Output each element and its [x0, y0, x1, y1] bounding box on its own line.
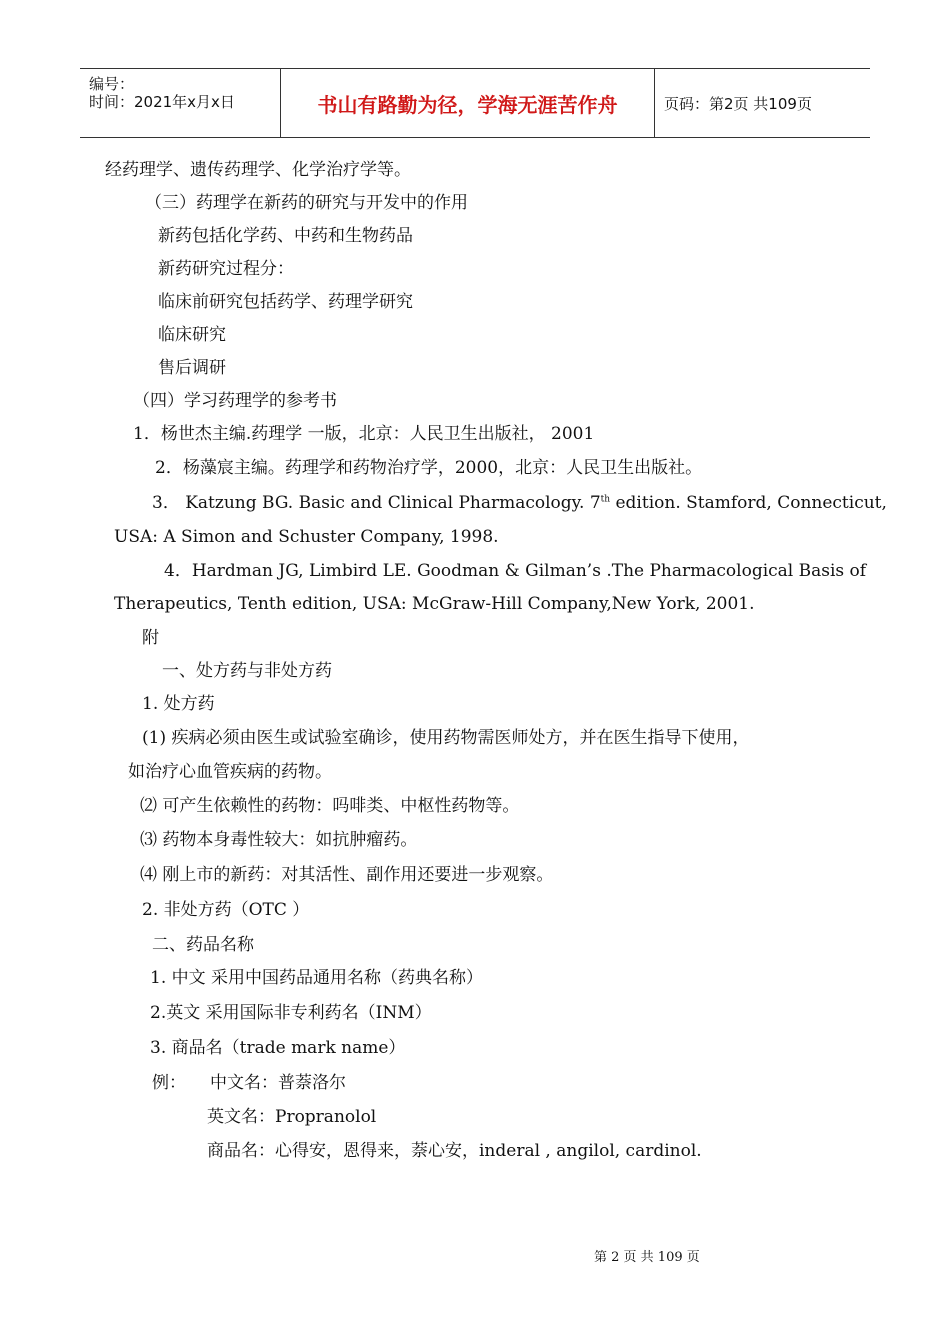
header-meta: [80, 69, 280, 137]
text-line: (1) 疾病必须由医生或试验室确诊，使用药物需医师处方，并在医生指导下使用，: [142, 728, 750, 748]
section-heading: 一、处方药与非处方药: [162, 661, 332, 681]
text-line: 售后调研: [158, 358, 226, 378]
time-label: 时间：2021年x月x日: [89, 93, 235, 111]
page-footer: 第 2 页 共 109 页: [594, 1250, 700, 1265]
section-heading: （四）学习药理学的参考书: [133, 391, 337, 411]
text-line: 临床研究: [158, 325, 226, 345]
text-line: 3. 商品名（trade mark name）: [150, 1038, 406, 1058]
text-line: 中文名：普萘洛尔: [210, 1073, 346, 1093]
reference-item: [152, 492, 887, 514]
text-line: 商品名：心得安，恩得来，萘心安，inderal , angilol, cardinol.: [207, 1141, 702, 1161]
text-line: 1. 中文 采用中国药品通用名称（药典名称）: [150, 968, 484, 988]
reference-item: 4．Hardman JG, Limbird LE. Goodman & Gilman’s .The Pharmacological Basis of: [164, 561, 867, 581]
text-line: 新药研究过程分：: [158, 259, 294, 279]
text-line: 新药包括化学药、中药和生物药品: [158, 226, 413, 246]
text-line: 经药理学、遗传药理学、化学治疗学等。: [105, 160, 411, 180]
text-line: USA: A Simon and Schuster Company, 1998.: [114, 527, 499, 547]
text-line: 2.英文 采用国际非专利药名（INM）: [150, 1003, 432, 1023]
header-divider: [654, 69, 655, 137]
text-line: 英文名：Propranolol: [207, 1107, 377, 1127]
example-label: 例：: [152, 1073, 186, 1093]
text-line: 1. 处方药: [142, 694, 215, 714]
section-heading: 二、药品名称: [152, 935, 254, 955]
reference-text: edition. Stamford, Connecticut,: [610, 493, 887, 513]
text-line: ⑷ 刚上市的新药：对其活性、副作用还要进一步观察。: [140, 865, 554, 885]
number-label: 编号：: [89, 75, 135, 93]
reference-item: 1．杨世杰主编.药理学 一版，北京：人民卫生出版社， 2001: [133, 424, 595, 444]
text-line: 临床前研究包括药学、药理学研究: [158, 292, 413, 312]
page-header: [80, 68, 870, 138]
superscript: th: [600, 494, 611, 505]
appendix-label: 附: [142, 628, 159, 648]
text-line: 如治疗心血管疾病的药物。: [128, 762, 332, 782]
reference-text: 3． Katzung BG. Basic and Clinical Pharmacology. 7: [152, 493, 601, 513]
section-heading: （三）药理学在新药的研究与开发中的作用: [145, 193, 468, 213]
header-motto: 书山有路勤为径，学海无涯苦作舟: [317, 92, 618, 117]
text-line: 2. 非处方药（OTC ）: [142, 900, 310, 920]
text-line: ⑶ 药物本身毒性较大：如抗肿瘤药。: [140, 830, 418, 850]
reference-item: 2．杨藻宸主编。药理学和药物治疗学，2000，北京：人民卫生出版社。: [155, 458, 703, 478]
header-page-info: 页码：第2页 共109页: [664, 94, 812, 113]
text-line: ⑵ 可产生依赖性的药物：吗啡类、中枢性药物等。: [140, 796, 520, 816]
text-line: Therapeutics, Tenth edition, USA: McGraw-Hill Company,New York, 2001.: [114, 594, 755, 614]
